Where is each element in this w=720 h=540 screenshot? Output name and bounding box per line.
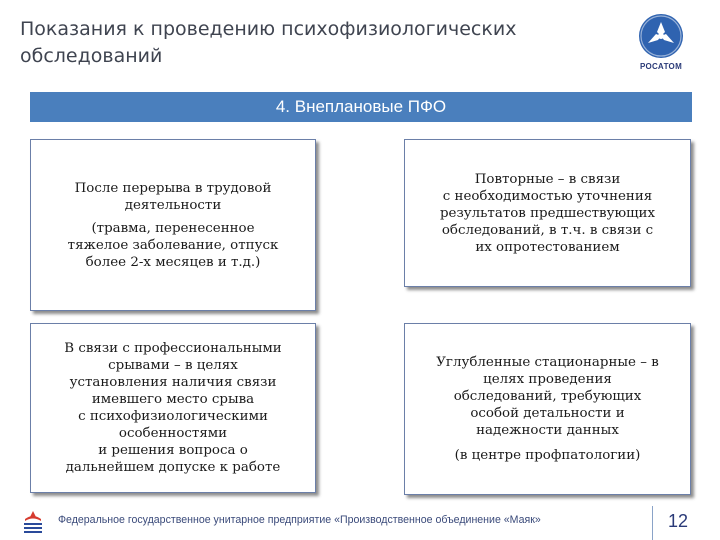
box-text: (травма, перенесенное [91,220,255,236]
box-text: обследований, в т.ч. в связи с [441,222,654,238]
page-number: 12 [668,511,689,531]
indication-box-after-break [30,139,316,311]
logo-text: РОСАТОМ [639,62,683,71]
box-text: более 2-х месяцев и т.д.) [85,254,261,270]
box-text: обследований, требующих [453,389,642,404]
page-title-line2: обследований [20,45,163,67]
box-text: установления наличия связи [69,375,277,390]
box-text: дальнейшем допуске к работе [65,460,281,475]
box-text: и решения вопроса о [98,443,248,458]
box-text: целях проведения [483,372,612,387]
page-title-line1: Показания к проведению психофизиологических [20,18,517,40]
indication-box-repeated [404,139,691,287]
indication-box-inpatient [404,323,691,495]
box-text: особенностями [118,426,228,441]
box-text: Повторные – в связи [474,171,621,187]
mayak-logo-icon [22,509,44,533]
box-text: их опротестованием [475,239,620,255]
footer-divider [652,506,653,540]
box-text: тяжелое заболевание, отпуск [67,237,279,253]
box-text: деятельности [124,197,222,213]
box-text: Углубленные стационарные – в [436,355,659,370]
footer-organization: Федеральное государственное унитарное предприятие «Производственное объединение «Маяк» [58,514,541,526]
box-text: срывами – в целях [108,358,238,373]
box-text: результатов предшествующих [439,205,656,221]
section-subtitle: 4. Внеплановые ПФО [30,92,692,122]
page-title [20,16,580,70]
box-text: После перерыва в трудовой [74,180,272,196]
box-text: (в центре профпатологии) [454,448,641,463]
box-text: надежности данных [476,423,619,438]
atom-icon [628,12,694,62]
box-text: В связи с профессиональными [64,341,282,356]
box-text: с психофизиологическими [78,409,268,424]
rosatom-logo [628,12,694,74]
box-text: особой детальности и [470,406,625,421]
box-text: с необходимостью уточнения [442,188,653,204]
box-text: имевшего место срыва [91,392,255,407]
indication-box-professional-failures [30,323,316,493]
